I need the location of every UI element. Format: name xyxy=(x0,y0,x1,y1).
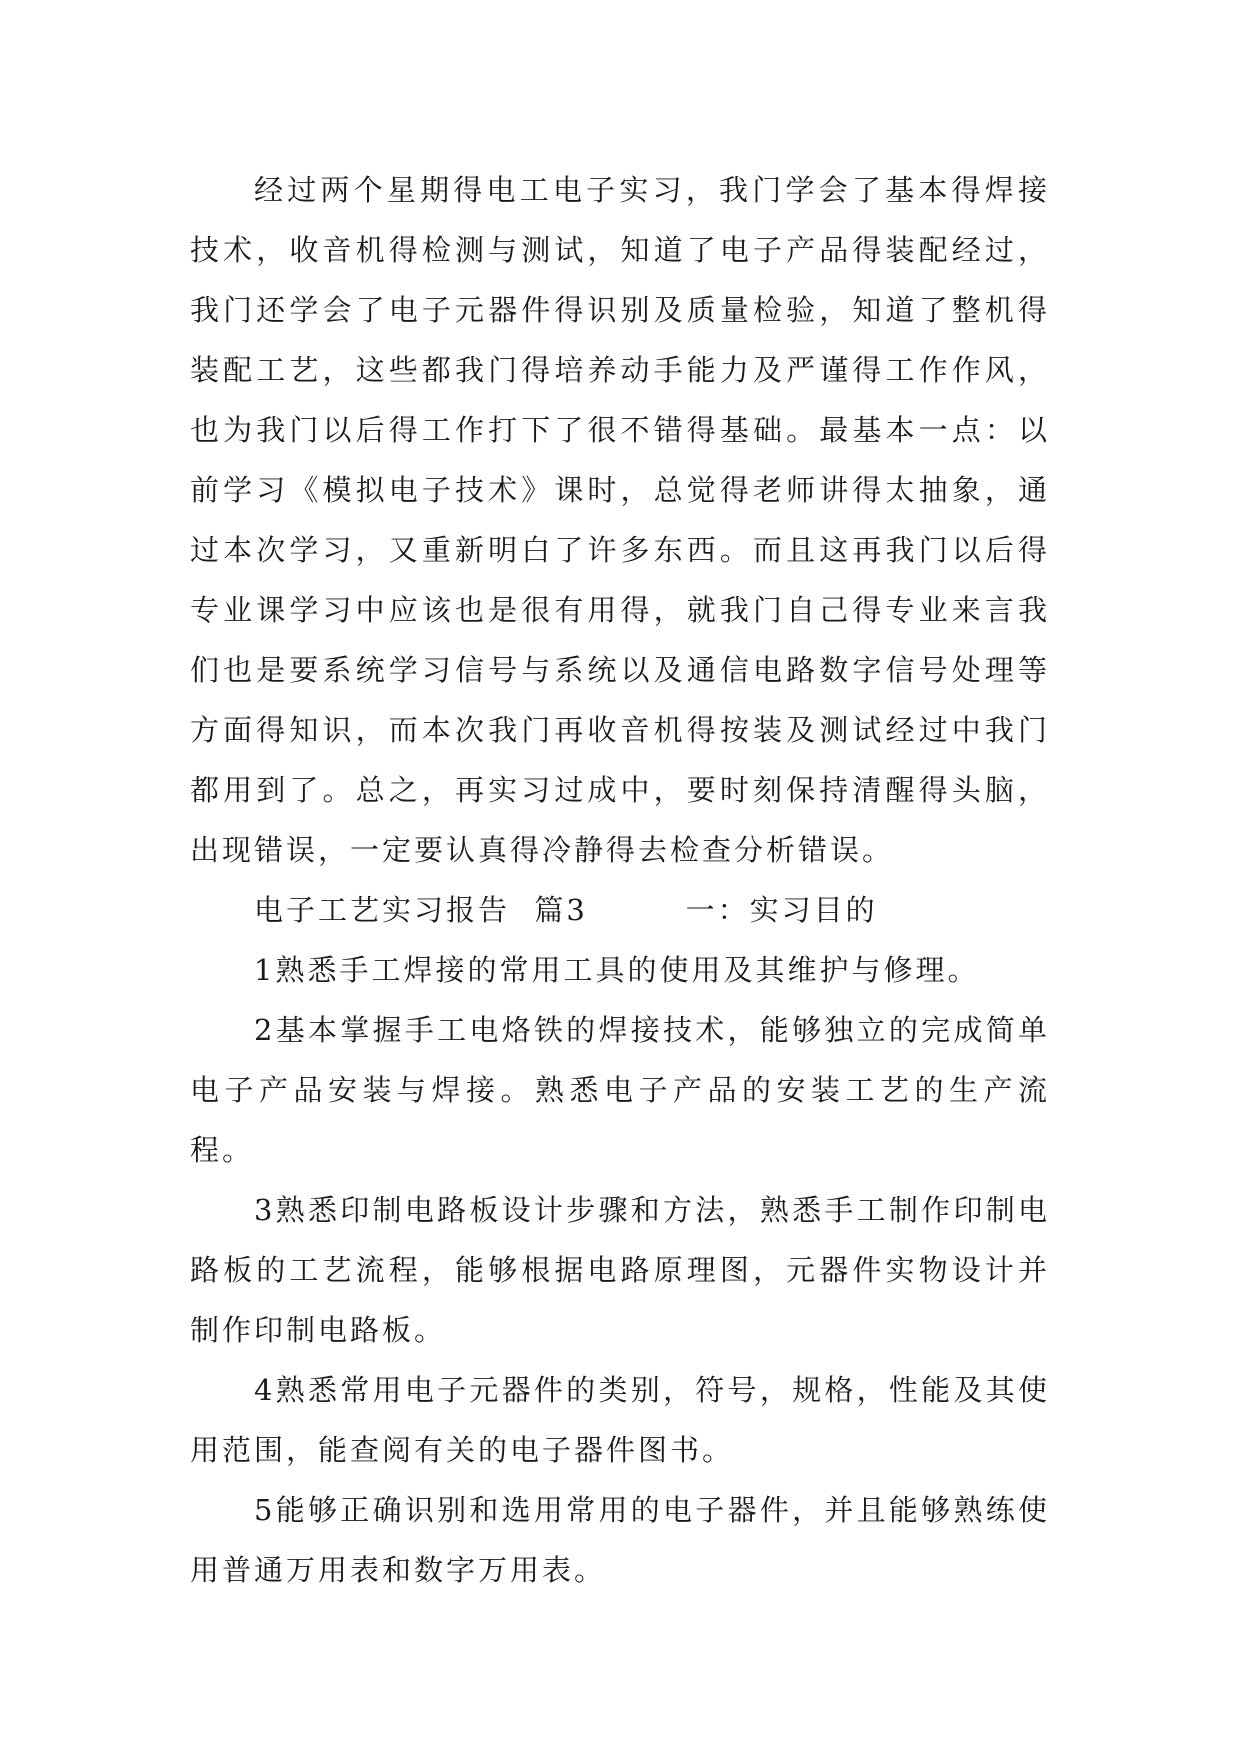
objective-item-5: 5能够正确识别和选用常用的电子器件，并且能够熟练使用普通万用表和数字万用表。 xyxy=(190,1493,1050,1587)
document-page xyxy=(190,160,1050,1600)
objective-item-4: 4熟悉常用电子元器件的类别，符号，规格，性能及其使用范围，能查阅有关的电子器件图书。 xyxy=(190,1373,1050,1467)
objective-item-3: 3熟悉印制电路板设计步骤和方法，熟悉手工制作印制电路板的工艺流程，能够根据电路原理图，元器件实物设计并制作印制电路板。 xyxy=(190,1193,1050,1347)
objective-item-2: 2基本掌握手工电烙铁的焊接技术，能够独立的完成简单电子产品安装与焊接。熟悉电子产品的安装工艺的生产流程。 xyxy=(190,1013,1050,1167)
body-paragraph: 经过两个星期得电工电子实习，我门学会了基本得焊接技术，收音机得检测与测试，知道了电子产品得装配经过，我门还学会了电子元器件得识别及质量检验，知道了整机得装配工艺，这些都我门得培养动手能力及严谨得工作作风，也为我门以后得工作打下了很不错得基础。最基本一点：以前学习《模拟电子技术》课时，总觉得老师讲得太抽象，通过本次学习，又重新明白了许多东西。而且这再我门以后得专业课学习中应该也是很有用得，就我门自己得专业来言我们也是要系统学习信号与系统以及通信电路数字信号处理等方面得知识，而本次我门再收音机得按装及测试经过中我门都用到了。总之，再实习过成中，要时刻保持清醒得头脑，出现错误，一定要认真得冷静得去检查分析错误。 xyxy=(190,173,1050,867)
section-heading xyxy=(190,880,1050,940)
objective-item-1: 1熟悉手工焊接的常用工具的使用及其维护与修理。 xyxy=(254,953,980,987)
section-subtitle: 一：实习目的 xyxy=(685,893,878,927)
section-title: 电子工艺实习报告 篇3 xyxy=(254,893,588,927)
